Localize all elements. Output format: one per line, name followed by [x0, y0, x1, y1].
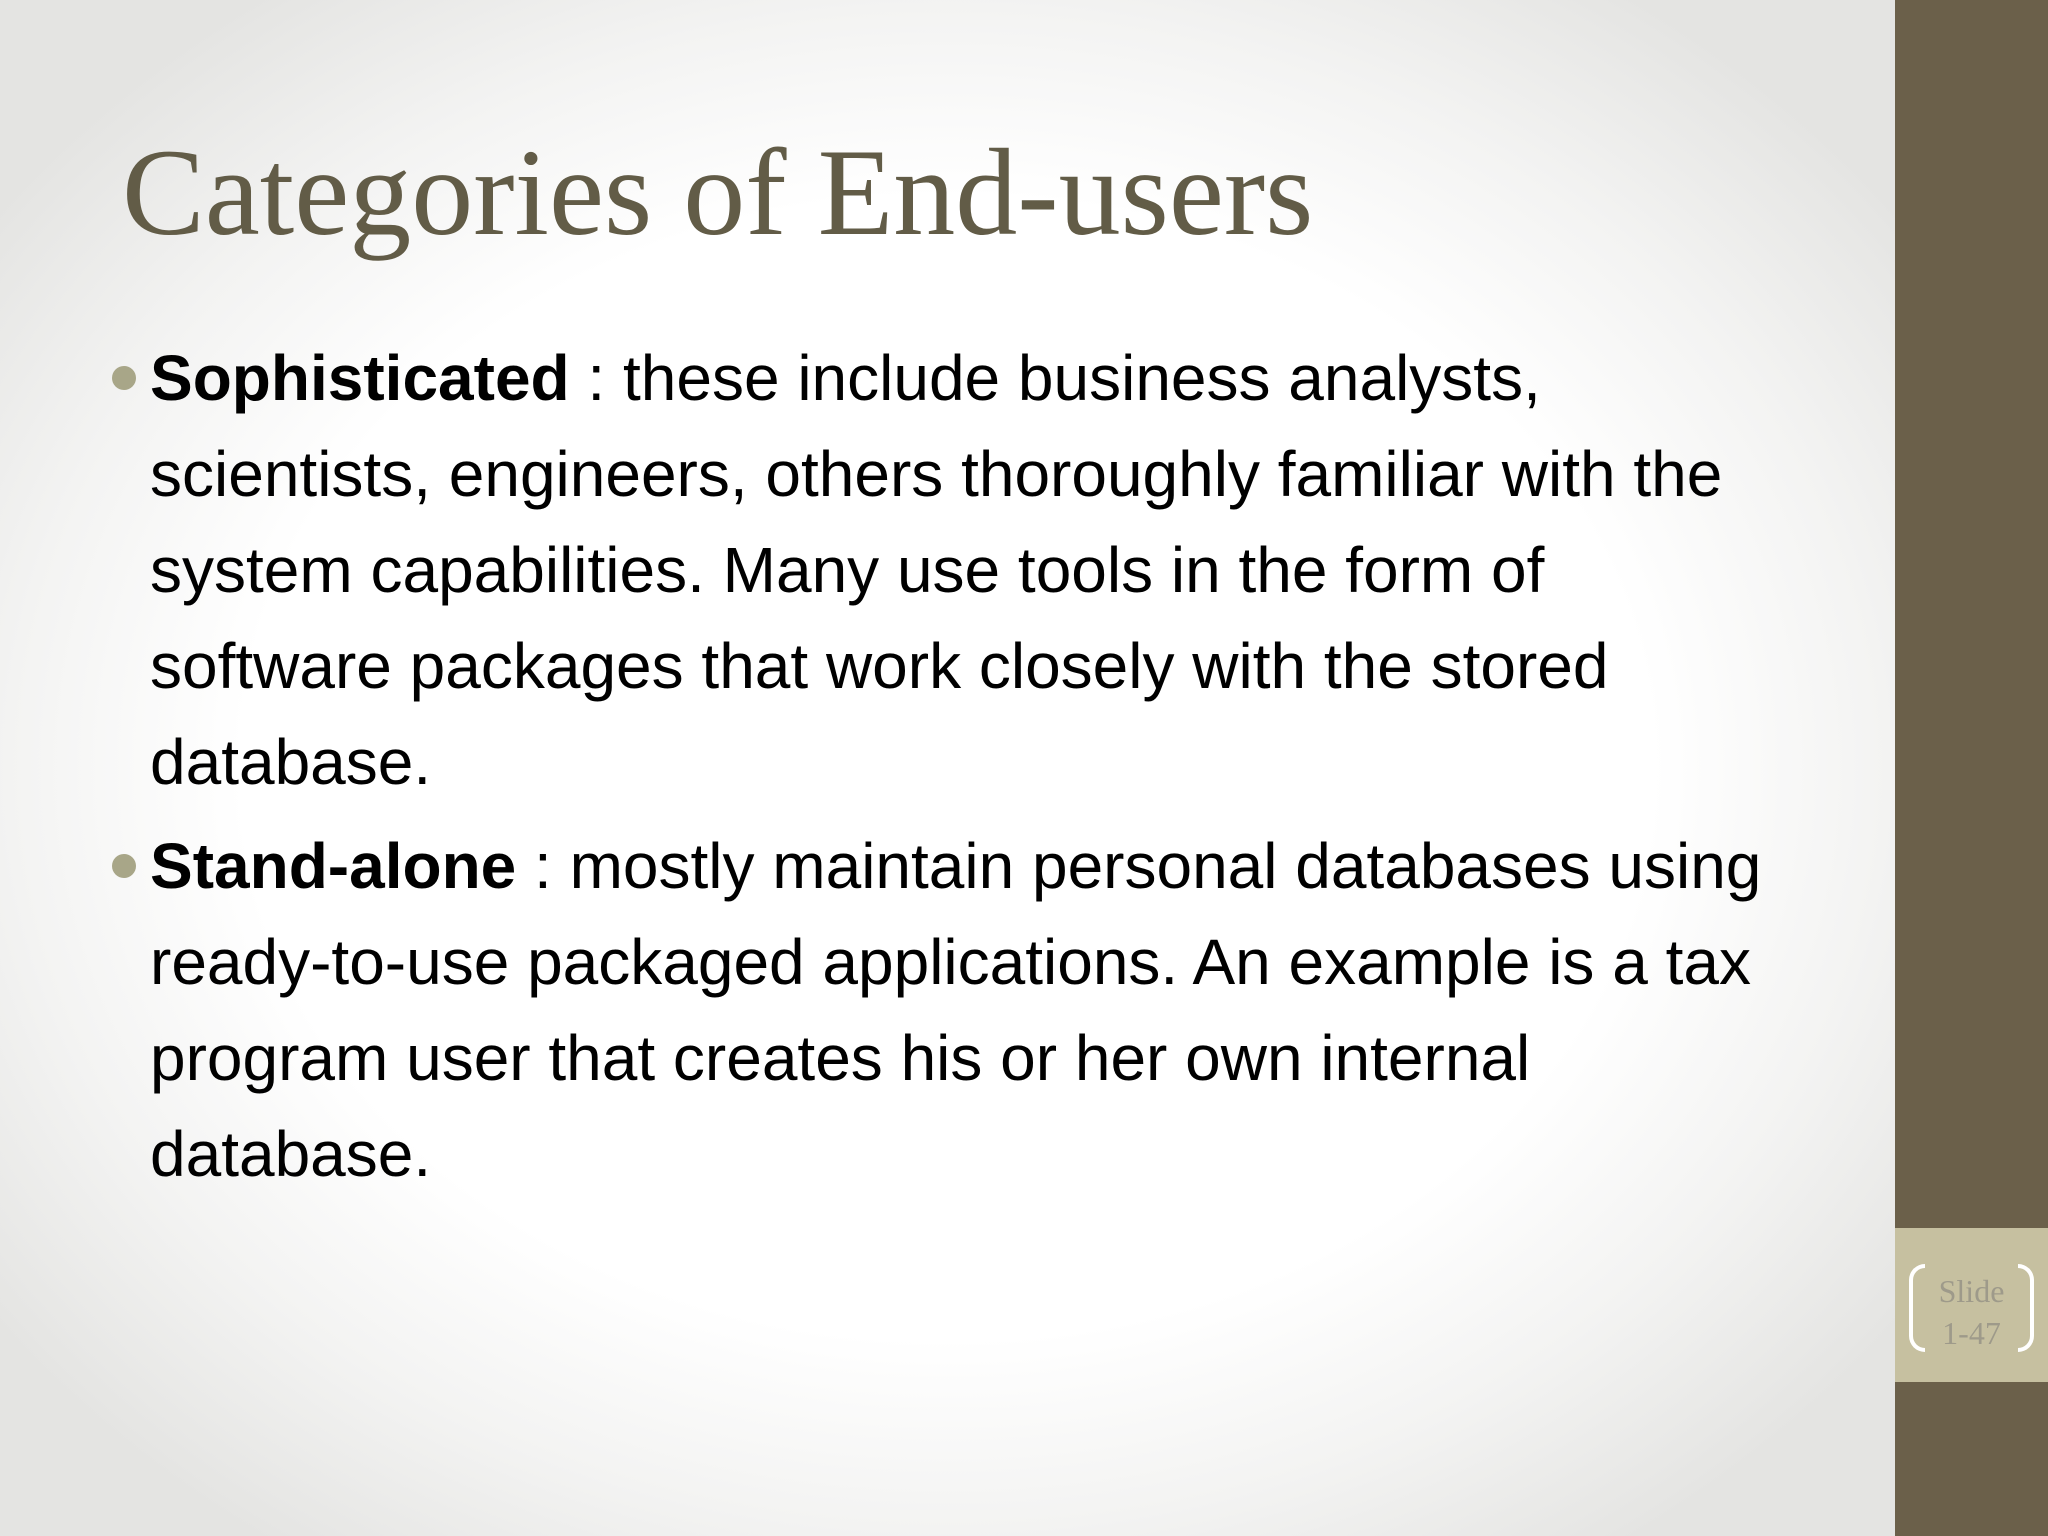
slide-number-badge	[1895, 1228, 2048, 1382]
bullet-text: : these include business analysts, scientists, engineers, others thoroughly familiar with the system capabilities. Many use tools in the form of software packages that work closely with the stored database.	[150, 342, 1723, 798]
bullet-text: : mostly maintain personal databases using ready-to-use packaged applications. An example is a tax program user that creates his or her own internal database.	[150, 830, 1762, 1190]
left-bracket-icon	[1909, 1264, 1925, 1352]
bullet-list	[150, 330, 1790, 1202]
bullet-dot-icon	[112, 854, 136, 878]
slide-number-line2: 1-47	[1942, 1315, 2001, 1351]
slide-title: Categories of End-users	[122, 124, 1314, 261]
bullet-dot-icon	[112, 366, 136, 390]
sidebar-band	[1895, 0, 2048, 1536]
slide-number-line1: Slide	[1938, 1273, 2005, 1309]
right-bracket-icon	[2018, 1264, 2034, 1352]
bullet-item-sophisticated	[150, 330, 1790, 810]
bullet-term: Sophisticated	[150, 342, 570, 414]
bullet-item-stand-alone	[150, 818, 1790, 1202]
slide-number	[1925, 1270, 2018, 1354]
bullet-term: Stand-alone	[150, 830, 517, 902]
